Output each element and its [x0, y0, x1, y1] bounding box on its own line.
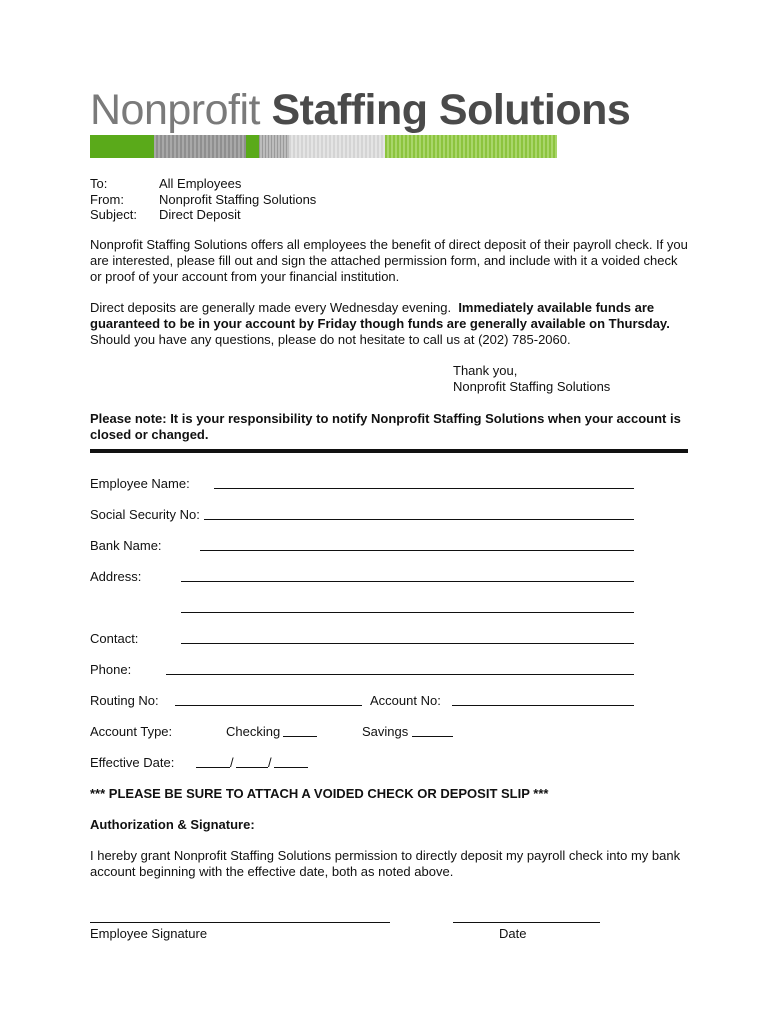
savings-option-field[interactable]: [412, 736, 453, 737]
deposit-paragraph-bold: Immediately available funds are guaranteed to be in your account by Friday though funds are generally available on Thursday.: [90, 300, 670, 331]
logo-stripe-light-grey: [289, 135, 385, 158]
logo-word-light: Nonprofit: [90, 86, 260, 134]
employee-signature-label: Employee Signature: [90, 926, 208, 941]
deposit-paragraph: [90, 300, 690, 348]
effective-date-separator-1: /: [230, 755, 234, 770]
logo-word-bold: Staffing Solutions: [271, 86, 631, 134]
logo-stripe-dots-grey: [259, 135, 289, 158]
memo-subject-label: Subject:: [90, 207, 137, 222]
closing-thanks: Thank you,: [453, 363, 518, 378]
logo-stripe-green-dots: [385, 135, 557, 158]
phone-label: Phone:: [90, 662, 132, 677]
employee-signature-field[interactable]: [90, 922, 390, 923]
employee-name-field[interactable]: [214, 488, 634, 489]
bank-name-label: Bank Name:: [90, 538, 162, 553]
effective-date-day-field[interactable]: [236, 767, 268, 768]
signature-date-field[interactable]: [453, 922, 600, 923]
address-label: Address:: [90, 569, 142, 584]
address-field-line-2[interactable]: [181, 612, 634, 613]
checking-option-label: Checking: [226, 724, 281, 739]
closing-company: Nonprofit Staffing Solutions: [453, 379, 611, 394]
routing-no-label: Routing No:: [90, 693, 159, 708]
deposit-paragraph-end: Should you have any questions, please do not hesitate to call us at (202) 785-2060.: [90, 332, 571, 347]
memo-to-label: To:: [90, 176, 108, 191]
authorization-text: I hereby grant Nonprofit Staffing Solutions permission to directly deposit my payroll check into my bank account beginning with the effective date, both as noted above.: [90, 848, 681, 879]
account-no-field[interactable]: [452, 705, 634, 706]
account-no-label: Account No:: [370, 693, 441, 708]
attach-check-notice: *** PLEASE BE SURE TO ATTACH A VOIDED CHECK OR DEPOSIT SLIP ***: [90, 786, 549, 801]
memo-from-label: From:: [90, 191, 124, 207]
memo-header: [90, 176, 316, 223]
ssn-label: Social Security No:: [90, 507, 200, 522]
intro-paragraph: Nonprofit Staffing Solutions offers all employees the benefit of direct deposit of their payroll check. If you are interested, please fill out and sign the attached permission form, and include with it a voided check or proof of your account from your financial institution.: [90, 237, 688, 284]
memo-subject-row: [90, 207, 316, 223]
savings-option-label: Savings: [362, 724, 409, 739]
effective-date-separator-2: /: [268, 755, 272, 770]
effective-date-month-field[interactable]: [196, 767, 230, 768]
memo-from-value: Nonprofit Staffing Solutions: [159, 191, 317, 207]
contact-field[interactable]: [181, 643, 634, 644]
address-field-line-1[interactable]: [181, 581, 634, 582]
effective-date-label: Effective Date:: [90, 755, 175, 770]
responsibility-note: Please note: It is your responsibility to notify Nonprofit Staffing Solutions when your account is closed or changed.: [90, 411, 681, 442]
bank-name-field[interactable]: [200, 550, 634, 551]
logo-wordmark: [90, 86, 630, 134]
memo-subject-value: Direct Deposit: [159, 207, 241, 222]
logo-stripe-green-small: [246, 135, 259, 158]
memo-to-row: [90, 176, 316, 192]
logo-stripe-grey: [154, 135, 246, 158]
employee-name-label: Employee Name:: [90, 476, 190, 491]
deposit-paragraph-start: Direct deposits are generally made every Wednesday evening.: [90, 300, 452, 315]
authorization-heading: Authorization & Signature:: [90, 817, 255, 832]
closing: [453, 363, 610, 395]
logo-stripe-green: [90, 135, 154, 158]
ssn-field[interactable]: [204, 519, 634, 520]
checking-option-field[interactable]: [283, 736, 317, 737]
signature-date-label: Date: [499, 926, 527, 941]
account-type-label: Account Type:: [90, 724, 173, 739]
section-divider: [90, 449, 688, 453]
routing-no-field[interactable]: [175, 705, 362, 706]
memo-from-row: [90, 192, 316, 208]
contact-label: Contact:: [90, 631, 139, 646]
phone-field[interactable]: [166, 674, 634, 675]
memo-to-value: All Employees: [159, 176, 242, 191]
effective-date-year-field[interactable]: [274, 767, 308, 768]
